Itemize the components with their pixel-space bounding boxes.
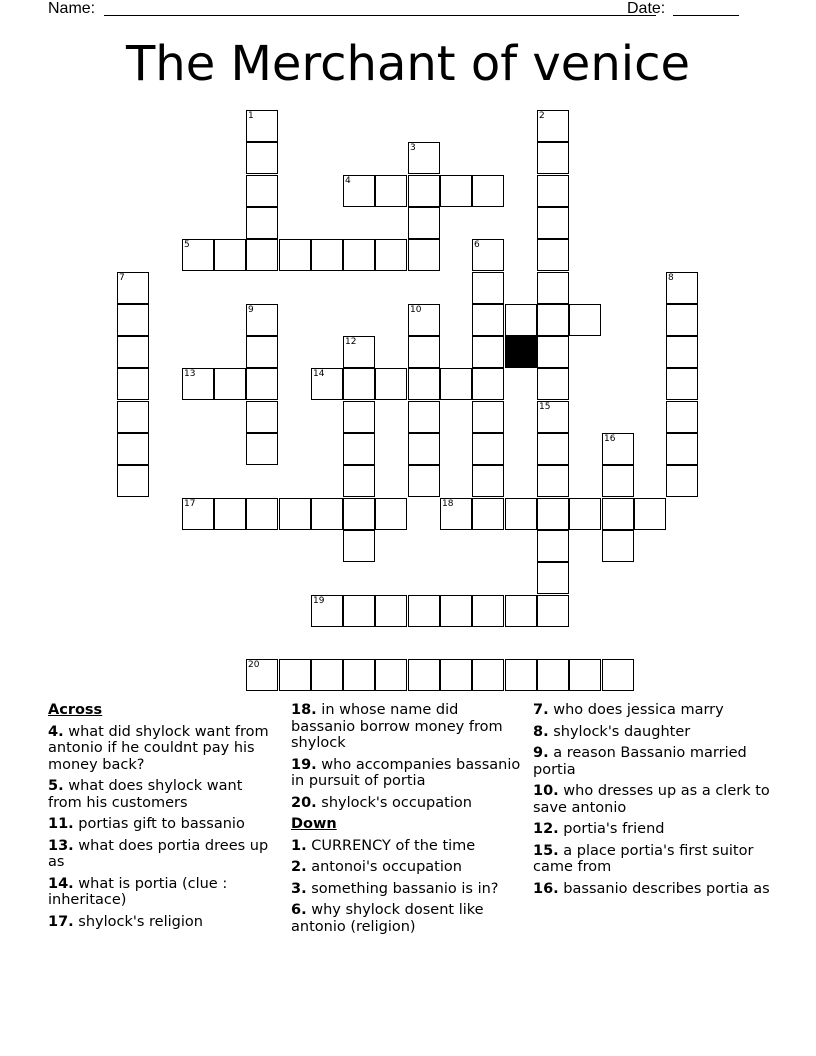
crossword-cell[interactable]	[408, 175, 440, 207]
crossword-cell[interactable]	[343, 433, 375, 465]
crossword-cell[interactable]	[375, 368, 407, 400]
crossword-cell[interactable]	[472, 272, 504, 304]
crossword-cell[interactable]	[569, 659, 601, 691]
crossword-cell[interactable]	[343, 175, 375, 207]
clue-number: 17	[184, 499, 196, 509]
clue-text: bassanio describes portia as	[558, 880, 770, 897]
clue-number: 14	[313, 369, 325, 379]
crossword-cell[interactable]	[569, 304, 601, 336]
crossword-cell[interactable]	[602, 465, 634, 497]
crossword-cell[interactable]	[343, 530, 375, 562]
clue-item	[291, 859, 523, 876]
clue-number-label: 8.	[533, 723, 549, 740]
crossword-cell[interactable]	[246, 110, 278, 142]
crossword-cell[interactable]	[537, 498, 569, 530]
clue-number-label: 1.	[291, 837, 307, 854]
crossword-cell[interactable]	[214, 368, 246, 400]
clue-text: what did shylock want from antonio if he couldnt pay his money back?	[48, 723, 269, 773]
crossword-cell[interactable]	[569, 498, 601, 530]
clue-item	[533, 702, 773, 719]
across-heading: Across	[48, 702, 103, 718]
clue-text: what does portia drees up as	[48, 837, 269, 870]
clue-item	[48, 778, 280, 811]
clue-text: who does jessica marry	[548, 702, 724, 718]
crossword-cell[interactable]	[246, 239, 278, 271]
crossword-cell[interactable]	[246, 142, 278, 174]
crossword-cell[interactable]	[537, 239, 569, 271]
clue-number-label: 10.	[533, 783, 559, 799]
clue-item	[533, 783, 773, 816]
clue-text: shylock's occupation	[316, 794, 472, 811]
name-label: Name:	[48, 0, 96, 17]
crossword-cell[interactable]	[537, 304, 569, 336]
crossword-cell[interactable]	[537, 336, 569, 368]
clue-item	[48, 914, 280, 931]
crossword-cell[interactable]	[408, 304, 440, 336]
crossword-cell[interactable]	[343, 239, 375, 271]
crossword-cell[interactable]	[408, 207, 440, 239]
crossword-cell[interactable]	[537, 659, 569, 691]
crossword-cell[interactable]	[117, 368, 149, 400]
crossword-cell[interactable]	[343, 336, 375, 368]
crossword-cell[interactable]	[472, 433, 504, 465]
crossword-cell[interactable]	[505, 304, 537, 336]
crossword-cell[interactable]	[472, 304, 504, 336]
crossword-cell[interactable]	[440, 659, 472, 691]
crossword-cell[interactable]	[408, 433, 440, 465]
crossword-block	[505, 336, 537, 368]
down-clue-list-continued	[533, 702, 773, 897]
crossword-cell[interactable]	[408, 368, 440, 400]
clue-number-label: 20.	[291, 794, 317, 811]
crossword-cell[interactable]	[117, 304, 149, 336]
clue-text: what does shylock want from his customers	[48, 778, 243, 811]
crossword-cell[interactable]	[117, 433, 149, 465]
clue-item	[48, 724, 280, 774]
crossword-cell[interactable]	[408, 659, 440, 691]
crossword-cell[interactable]	[311, 239, 343, 271]
crossword-cell[interactable]	[343, 401, 375, 433]
crossword-cell[interactable]	[343, 659, 375, 691]
crossword-cell[interactable]	[311, 595, 343, 627]
clue-number: 9	[248, 305, 254, 315]
crossword-cell[interactable]	[537, 142, 569, 174]
down-heading: Down	[291, 816, 337, 832]
crossword-cell[interactable]	[279, 498, 311, 530]
crossword-cell[interactable]	[343, 368, 375, 400]
crossword-cell[interactable]	[214, 498, 246, 530]
crossword-cell[interactable]	[246, 433, 278, 465]
crossword-cell[interactable]	[279, 239, 311, 271]
clue-number-label: 9.	[533, 745, 549, 761]
crossword-cell[interactable]	[246, 659, 278, 691]
clue-number-label: 4.	[48, 723, 64, 740]
clue-column-2	[291, 702, 523, 940]
crossword-cell[interactable]	[634, 498, 666, 530]
crossword-cell[interactable]	[117, 272, 149, 304]
crossword-cell[interactable]	[246, 304, 278, 336]
crossword-cell[interactable]	[472, 336, 504, 368]
crossword-cell[interactable]	[408, 401, 440, 433]
crossword-cell[interactable]	[182, 498, 214, 530]
crossword-cell[interactable]	[472, 465, 504, 497]
clue-number-label: 2.	[291, 859, 307, 875]
crossword-cell[interactable]	[537, 595, 569, 627]
clue-item	[533, 843, 773, 876]
crossword-cell[interactable]	[182, 239, 214, 271]
crossword-cell[interactable]	[666, 465, 698, 497]
clue-item	[291, 757, 523, 790]
clue-number-label: 6.	[291, 902, 307, 918]
clue-item	[48, 816, 280, 833]
crossword-cell[interactable]	[214, 239, 246, 271]
clue-number: 4	[345, 176, 351, 186]
crossword-cell[interactable]	[408, 239, 440, 271]
crossword-cell[interactable]	[537, 175, 569, 207]
across-clue-list-continued	[291, 702, 523, 811]
crossword-cell[interactable]	[375, 175, 407, 207]
crossword-cell[interactable]	[472, 239, 504, 271]
crossword-cell[interactable]	[343, 465, 375, 497]
clue-item	[533, 745, 773, 778]
clue-number-label: 7.	[533, 702, 549, 718]
crossword-cell[interactable]	[375, 595, 407, 627]
crossword-cell[interactable]	[602, 498, 634, 530]
clue-text: portia's friend	[558, 821, 665, 837]
crossword-cell[interactable]	[246, 368, 278, 400]
clue-number: 15	[539, 402, 551, 412]
crossword-cell[interactable]	[666, 433, 698, 465]
crossword-cell[interactable]	[311, 498, 343, 530]
crossword-cell[interactable]	[408, 142, 440, 174]
clue-item	[533, 881, 773, 898]
clue-number: 6	[474, 240, 480, 250]
crossword-cell[interactable]	[375, 498, 407, 530]
clue-number: 10	[410, 305, 422, 315]
crossword-cell[interactable]	[117, 401, 149, 433]
crossword-cell[interactable]	[279, 659, 311, 691]
crossword-cell[interactable]	[117, 465, 149, 497]
across-clue-list	[48, 724, 280, 931]
crossword-cell[interactable]	[537, 562, 569, 594]
crossword-cell[interactable]	[311, 659, 343, 691]
crossword-cell[interactable]	[408, 336, 440, 368]
crossword-cell[interactable]	[440, 498, 472, 530]
clue-text: a reason Bassanio married portia	[533, 745, 747, 778]
clue-number: 1	[248, 111, 254, 121]
crossword-cell[interactable]	[246, 401, 278, 433]
crossword-cell[interactable]	[246, 336, 278, 368]
crossword-cell[interactable]	[408, 465, 440, 497]
clue-text: shylock's religion	[73, 913, 203, 930]
crossword-cell[interactable]	[246, 498, 278, 530]
clue-number-label: 5.	[48, 778, 64, 794]
crossword-cell[interactable]	[602, 530, 634, 562]
crossword-cell[interactable]	[537, 401, 569, 433]
clue-text: portias gift to bassanio	[73, 816, 245, 832]
clue-text: a place portia's first suitor came from	[533, 842, 754, 875]
crossword-cell[interactable]	[602, 433, 634, 465]
clue-number: 7	[119, 273, 125, 283]
crossword-cell[interactable]	[343, 498, 375, 530]
clue-item	[291, 702, 523, 752]
crossword-cell[interactable]	[472, 401, 504, 433]
clue-number: 3	[410, 143, 416, 153]
clue-number: 16	[604, 434, 616, 444]
clue-number-label: 16.	[533, 880, 559, 897]
date-label: Date:	[627, 0, 666, 17]
clue-text: in whose name did bassanio borrow money from shylock	[291, 702, 503, 751]
clue-column-3	[533, 702, 773, 902]
clue-number-label: 18.	[291, 702, 317, 718]
crossword-cell[interactable]	[505, 659, 537, 691]
clue-number-label: 17.	[48, 913, 74, 930]
crossword-cell[interactable]	[666, 304, 698, 336]
clue-number-label: 14.	[48, 875, 74, 892]
crossword-cell[interactable]	[472, 368, 504, 400]
crossword-cell[interactable]	[537, 433, 569, 465]
clue-item	[291, 881, 523, 898]
crossword-cell[interactable]	[537, 465, 569, 497]
crossword-cell[interactable]	[537, 368, 569, 400]
clue-column-1	[48, 702, 280, 935]
crossword-cell[interactable]	[537, 207, 569, 239]
crossword-cell[interactable]	[375, 659, 407, 691]
clue-number: 19	[313, 596, 325, 606]
crossword-cell[interactable]	[505, 498, 537, 530]
crossword-cell[interactable]	[537, 272, 569, 304]
clue-number-label: 3.	[291, 880, 307, 897]
crossword-cell[interactable]	[537, 110, 569, 142]
clue-item	[533, 724, 773, 741]
crossword-cell[interactable]	[666, 336, 698, 368]
crossword-cell[interactable]	[472, 659, 504, 691]
crossword-cell[interactable]	[408, 595, 440, 627]
clue-text: why shylock dosent like antonio (religion)	[291, 902, 484, 935]
down-clue-list	[291, 838, 523, 936]
clue-text: who dresses up as a clerk to save antonio	[533, 783, 770, 816]
page-title: The Merchant of venice	[125, 36, 691, 92]
crossword-cell[interactable]	[666, 368, 698, 400]
crossword-cell[interactable]	[440, 175, 472, 207]
crossword-cell[interactable]	[472, 175, 504, 207]
clue-text: something bassanio is in?	[306, 880, 499, 897]
crossword-cell[interactable]	[440, 595, 472, 627]
crossword-cell[interactable]	[472, 498, 504, 530]
clue-item	[291, 902, 523, 935]
clue-number: 5	[184, 240, 190, 250]
crossword-cell[interactable]	[246, 207, 278, 239]
crossword-cell[interactable]	[666, 401, 698, 433]
crossword-cell[interactable]	[182, 368, 214, 400]
clue-item	[48, 838, 280, 871]
crossword-cell[interactable]	[472, 595, 504, 627]
clue-item	[48, 876, 280, 909]
clue-item	[291, 795, 523, 812]
clue-item	[533, 821, 773, 838]
clue-number: 8	[668, 273, 674, 283]
crossword-cell[interactable]	[311, 368, 343, 400]
clue-number-label: 12.	[533, 821, 559, 837]
crossword-cell[interactable]	[246, 175, 278, 207]
crossword-cell[interactable]	[375, 239, 407, 271]
crossword-cell[interactable]	[505, 595, 537, 627]
clue-number-label: 19.	[291, 756, 317, 773]
clue-text: antonoi's occupation	[306, 859, 462, 875]
clue-item	[291, 838, 523, 855]
clue-number-label: 11.	[48, 816, 74, 832]
clue-number: 20	[248, 660, 260, 670]
clue-text: shylock's daughter	[548, 723, 691, 740]
clue-text: who accompanies bassanio in pursuit of portia	[291, 756, 521, 789]
crossword-cell[interactable]	[117, 336, 149, 368]
crossword-cell[interactable]	[537, 530, 569, 562]
clue-number: 18	[442, 499, 454, 509]
clue-number: 2	[539, 111, 545, 121]
crossword-cell[interactable]	[343, 595, 375, 627]
clue-text: what is portia (clue : inheritace)	[48, 875, 228, 908]
clue-text: CURRENCY of the time	[306, 837, 476, 854]
clue-number: 12	[345, 337, 357, 347]
clue-number-label: 15.	[533, 842, 559, 859]
crossword-cell[interactable]	[666, 272, 698, 304]
clue-number-label: 13.	[48, 837, 74, 854]
clue-number: 13	[184, 369, 196, 379]
crossword-cell[interactable]	[440, 368, 472, 400]
crossword-cell[interactable]	[602, 659, 634, 691]
